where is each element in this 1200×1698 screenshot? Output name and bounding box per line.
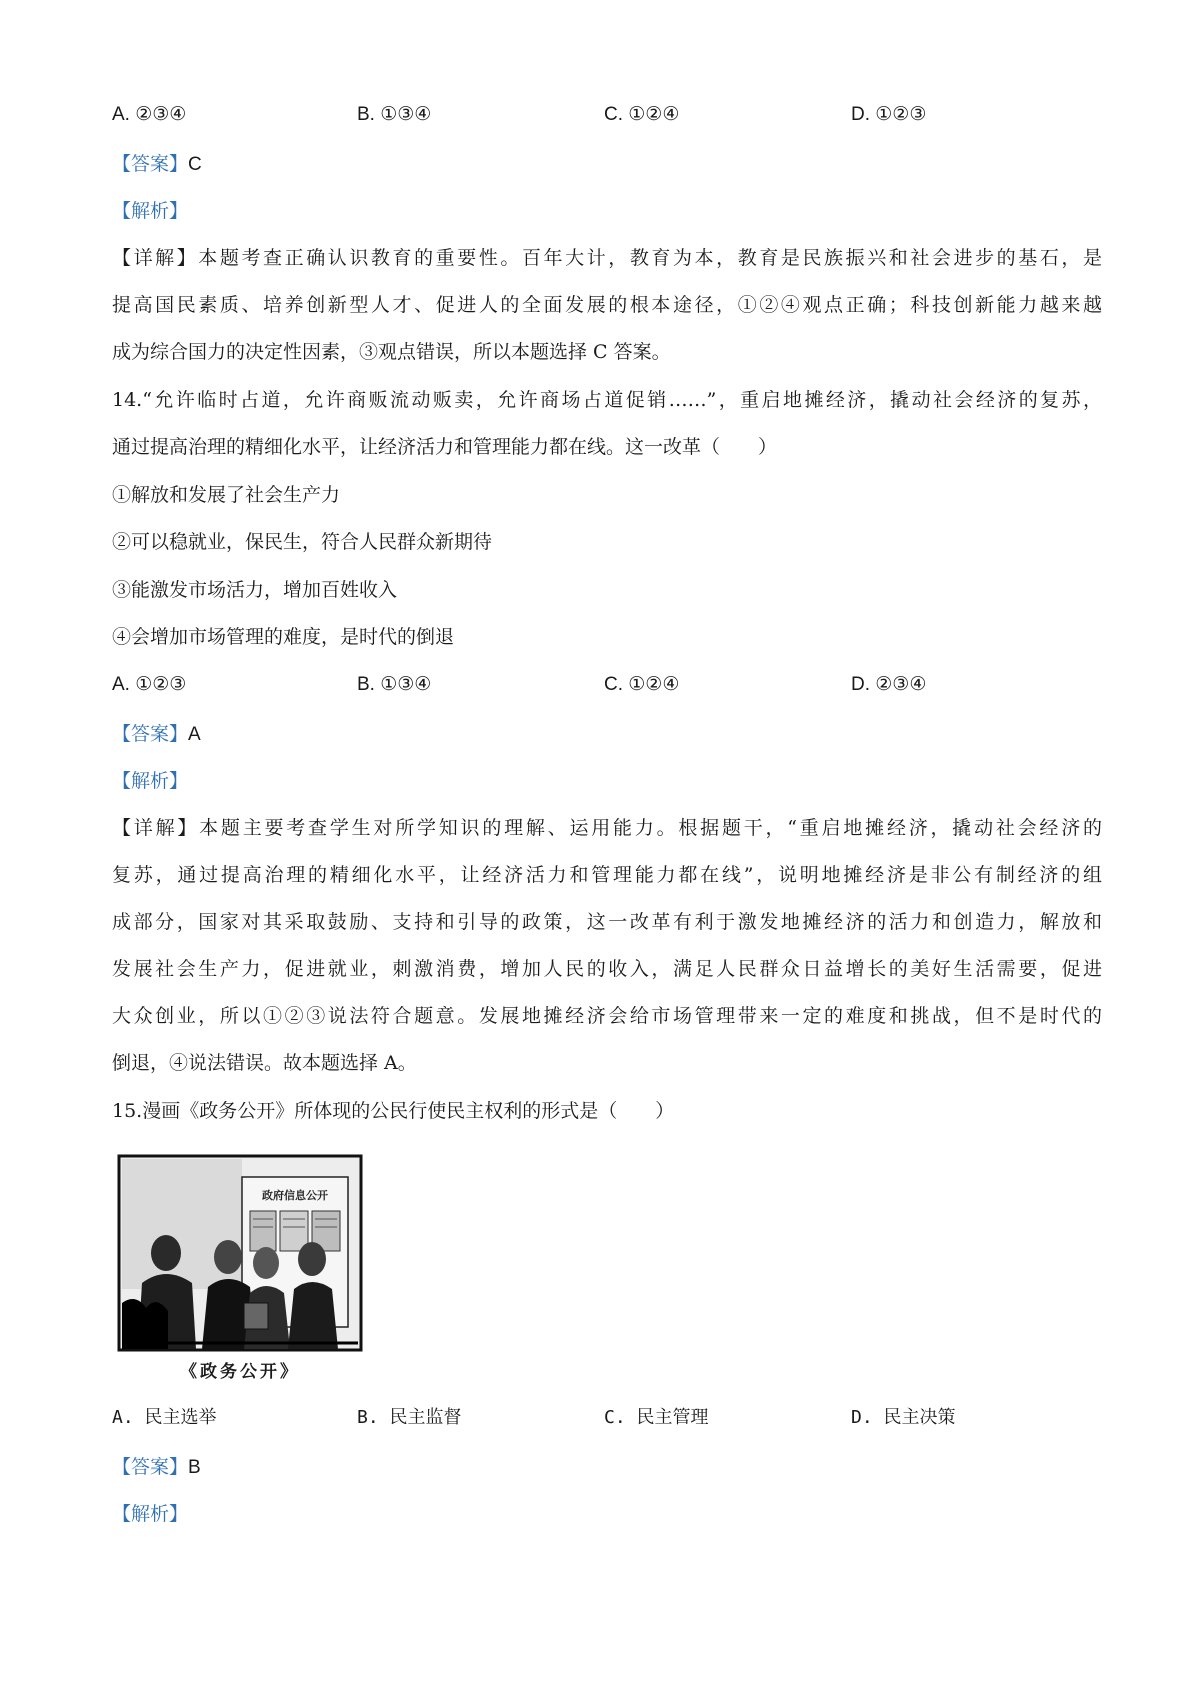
q13-detail-line-2: 提高国民素质、培养创新型人才、促进人的全面发展的根本途径，①②④观点正确；科技创新能力越来越 xyxy=(112,294,1102,316)
q13-option-d: D. ①②③ xyxy=(851,104,927,125)
q14-stem-line-1: 14.“允许临时占道，允许商贩流动贩卖，允许商场占道促销……”，重启地摊经济，撬动社会经济的复苏， xyxy=(112,389,1102,411)
q14-detail-line-4: 发展社会生产力，促进就业，刺激消费，增加人民的收入，满足人民群众日益增长的美好生活需要，促进 xyxy=(112,958,1102,980)
q14-analysis-line xyxy=(112,769,1102,793)
q14-detail-line-2: 复苏，通过提高治理的精细化水平，让经济活力和管理能力都在线”，说明地摊经济是非公有制经济的组 xyxy=(112,864,1102,886)
cartoon-caption: 《政务公开》 xyxy=(180,1362,300,1382)
q14-statement-2: ②可以稳就业，保民生，符合人民群众新期待 xyxy=(112,531,493,553)
q14-option-c: C. ①②④ xyxy=(604,674,680,695)
analysis-tag: 【解析】 xyxy=(112,1503,189,1525)
q13-answer-line xyxy=(112,152,1102,177)
q14-answer-line xyxy=(112,722,1102,747)
q13-answer: C xyxy=(188,154,202,175)
q14-detail-line-1: 【详解】本题主要考查学生对所学知识的理解、运用能力。根据题干，“重启地摊经济，撬动社会经济的 xyxy=(112,817,1102,839)
q14-option-a: A. ①②③ xyxy=(112,674,187,695)
q14-statement-1: ①解放和发展了社会生产力 xyxy=(112,484,341,506)
answer-tag: 【答案】 xyxy=(112,153,189,175)
q13-analysis-line xyxy=(112,199,1102,223)
q15-option-c: C. 民主管理 xyxy=(604,1407,709,1428)
q14-option-d: D. ②③④ xyxy=(851,674,927,695)
q15-analysis-line xyxy=(112,1502,1102,1526)
analysis-tag: 【解析】 xyxy=(112,200,189,222)
q15-answer-line xyxy=(112,1455,1102,1480)
q14-detail-line-5: 大众创业，所以①②③说法符合题意。发展地摊经济会给市场管理带来一定的难度和挑战，但不是时代的 xyxy=(112,1005,1102,1027)
cartoon-image xyxy=(116,1153,364,1353)
q14-statement-4: ④会增加市场管理的难度，是时代的倒退 xyxy=(112,626,455,648)
q13-options xyxy=(112,103,1102,127)
q13-detail-line-1: 【详解】本题考查正确认识教育的重要性。百年大计，教育为本，教育是民族振兴和社会进步的基石，是 xyxy=(112,247,1102,269)
cartoon-drawing xyxy=(116,1153,364,1353)
q14-stem-line-2: 通过提高治理的精细化水平，让经济活力和管理能力都在线。这一改革（ ） xyxy=(112,436,778,458)
q14-option-b: B. ①③④ xyxy=(357,674,432,695)
q15-option-d: D. 民主决策 xyxy=(851,1407,956,1428)
q14-statement-3: ③能激发市场活力，增加百姓收入 xyxy=(112,579,398,601)
q13-option-b: B. ①③④ xyxy=(357,104,432,125)
q14-detail-line-6: 倒退，④说法错误。故本题选择 A。 xyxy=(112,1052,417,1074)
q13-option-c: C. ①②④ xyxy=(604,104,680,125)
q15-option-b: B. 民主监督 xyxy=(357,1407,462,1428)
q15-stem: 15.漫画《政务公开》所体现的公民行使民主权利的形式是（ ） xyxy=(112,1100,675,1122)
q13-detail-line-3: 成为综合国力的决定性因素，③观点错误，所以本题选择 C 答案。 xyxy=(112,341,671,363)
q15-option-a: A. 民主选举 xyxy=(112,1407,217,1428)
q14-detail-line-3: 成部分，国家对其采取鼓励、支持和引导的政策，这一改革有利于激发地摊经济的活力和创造力，解放和 xyxy=(112,911,1102,933)
q13-option-a: A. ②③④ xyxy=(112,104,187,125)
answer-tag: 【答案】 xyxy=(112,1456,189,1478)
q14-answer: A xyxy=(188,724,201,745)
q15-answer: B xyxy=(188,1457,201,1478)
answer-tag: 【答案】 xyxy=(112,723,189,745)
q14-options xyxy=(112,673,1102,697)
q15-options xyxy=(112,1406,1102,1430)
analysis-tag: 【解析】 xyxy=(112,770,189,792)
cartoon-board-text: 政府信息公开 xyxy=(262,1189,328,1202)
